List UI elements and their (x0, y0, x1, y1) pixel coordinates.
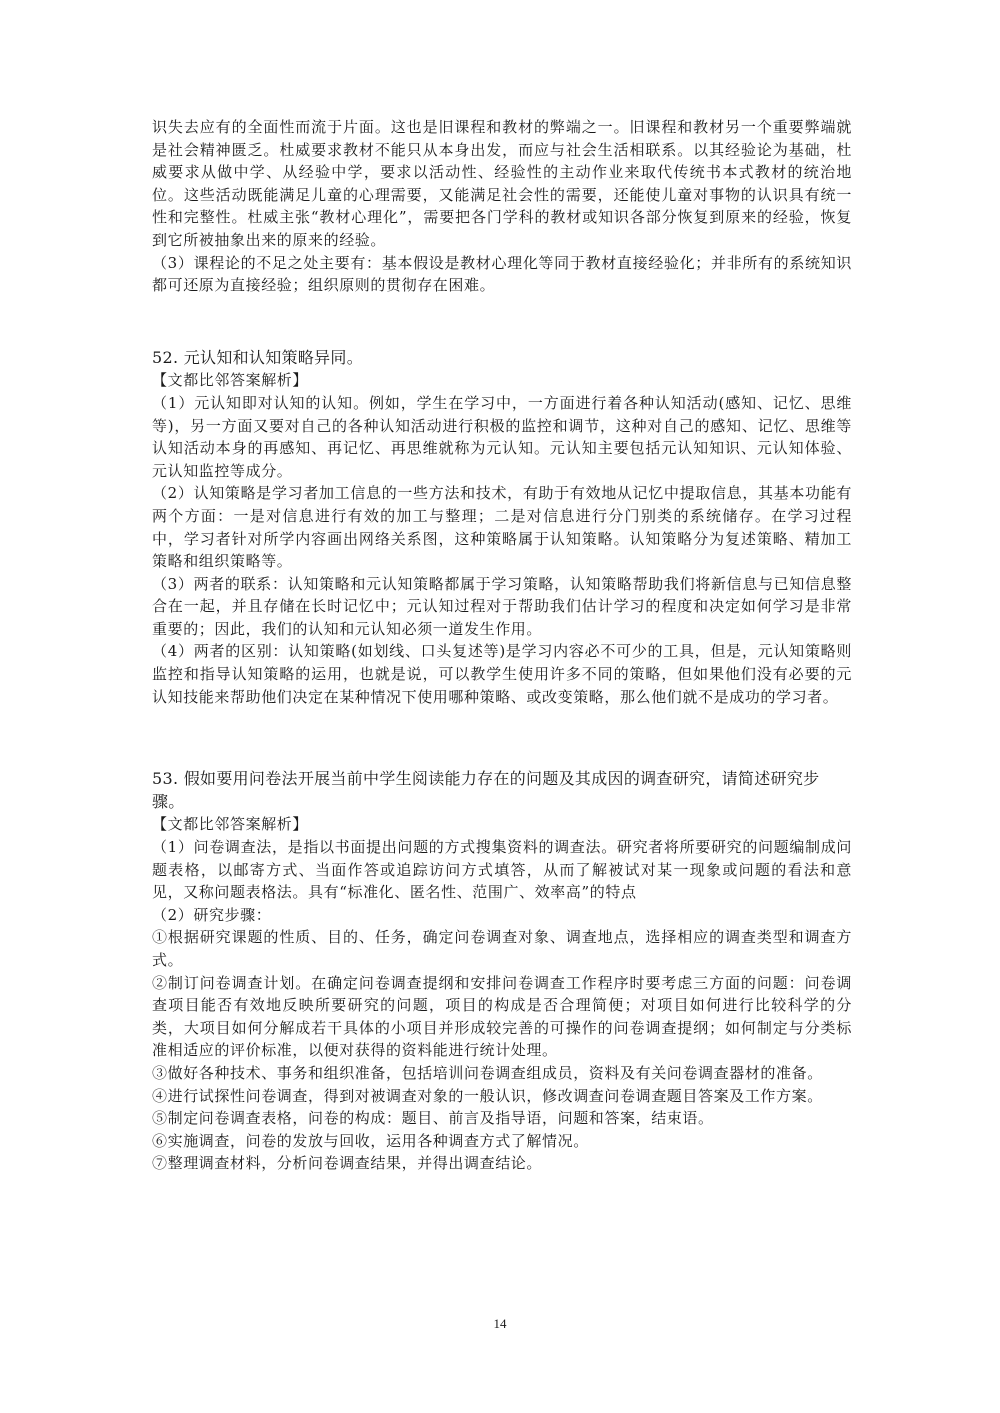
question-52-title: 52. 元认知和认知策略异同。 (152, 347, 364, 367)
question-53-paragraph-1: （1）问卷调查法，是指以书面提出问题的方式搜集资料的调查法。研究者将所要研究的问题编制成问题表格，以邮寄方式、当面作答或追踪访问方式填答，从而了解被试对某一现象或问题的看法和意见，又称问题表格法。具有“标准化、匿名性、范围广、效率高”的特点 (152, 838, 852, 902)
question-53-title: 53. 假如要用问卷法开展当前中学生阅读能力存在的问题及其成因的调查研究，请简述研究步骤。 (152, 769, 820, 811)
section-gap (152, 708, 852, 768)
question-52-paragraph-4: （4）两者的区别：认知策略(如划线、口头复述等)是学习内容必不可少的工具，但是，元认知策略则监控和指导认知策略的运用，也就是说，可以教学生使用许多不同的策略，但如果他们没有必要的元认知技能来帮助他们决定在某种情况下使用哪种策略、或改变策略，那么他们就不是成功的学习者。 (152, 642, 852, 706)
question-52-paragraph-2: （2）认知策略是学习者加工信息的一些方法和技术，有助于有效地从记忆中提取信息，其基本功能有两个方面：一是对信息进行有效的加工与整理；二是对信息进行分门别类的系统储存。在学习过程中，学习者针对所学内容画出网络关系图，这种策略属于认知策略。认知策略分为复述策略、精加工策略和组织策略等。 (152, 484, 852, 571)
question-53-step-7: ⑦整理调查材料，分析问卷调查结果，并得出调查结论。 (152, 1154, 543, 1173)
question-52-paragraph-1: （1）元认知即对认知的认知。例如，学生在学习中，一方面进行着各种认知活动(感知、记忆、思维等)，另一方面又要对自己的各种认知活动进行积极的监控和调节，这种对自己的感知、记忆、思维等认知活动本身的再感知、再记忆、再思维就称为元认知。元认知主要包括元认知知识、元认知体验、元认知监控等成分。 (152, 393, 852, 480)
question-52-answer-tag: 【文都比邻答案解析】 (152, 371, 309, 390)
intro-paragraph-1: 识失去应有的全面性而流于片面。这也是旧课程和教材的弊端之一。旧课程和教材另一个重要弊端就是社会精神匮乏。杜威要求教材不能只从本身出发，而应与社会生活相联系。以其经验论为基础，杜威要求从做中学、从经验中学，要求以活动性、经验性的主动作业来取代传统书本式教材的统治地位。这些活动既能满足儿童的心理需要，又能满足社会性的需要，还能使儿童对事物的认识具有统一性和完整性。杜威主张“教材心理化”，需要把各门学科的教材或知识各部分恢复到原来的经验，恢复到它所被抽象出来的原来的经验。 (152, 118, 852, 249)
page-content (152, 116, 852, 1175)
page-number: 14 (493, 1316, 507, 1331)
question-52-paragraph-3: （3）两者的联系：认知策略和元认知策略都属于学习策略，认知策略帮助我们将新信息与已知信息整合在一起，并且存储在长时记忆中；元认知过程对于帮助我们估计学习的程度和决定如何学习是非常重要的；因此，我们的认知和元认知必须一道发生作用。 (152, 574, 852, 638)
intro-paragraph-2: （3）课程论的不足之处主要有：基本假设是教材心理化等同于教材直接经验化；并非所有的系统知识都可还原为直接经验；组织原则的贯彻存在困难。 (152, 253, 852, 295)
question-53-answer-tag: 【文都比邻答案解析】 (152, 815, 309, 834)
question-53-step-3: ③做好各种技术、事务和组织准备，包括培训问卷调查组成员，资料及有关问卷调查器材的准备。 (152, 1063, 823, 1082)
question-53-paragraph-2: （2）研究步骤： (152, 905, 272, 924)
question-53-step-1: ①根据研究课题的性质、目的、任务，确定问卷调查对象、调查地点，选择相应的调查类型和调查方式。 (152, 928, 852, 969)
question-53-step-4: ④进行试探性问卷调查，得到对被调查对象的一般认识，修改调查问卷调查题目答案及工作方案。 (152, 1086, 823, 1105)
question-53-step-2: ②制订问卷调查计划。在确定问卷调查提纲和安排问卷调查工作程序时要考虑三方面的问题：问卷调查项目能否有效地反映所要研究的问题，项目的构成是否合理简便；对项目如何进行比较科学的分类，大项目如何分解成若干具体的小项目并形成较完善的可操作的问卷调查提纲；如何制定与分类标准相适应的评价标准，以便对获得的资料能进行统计处理。 (152, 973, 852, 1060)
section-gap (152, 297, 852, 347)
question-53-step-6: ⑥实施调查，问卷的发放与回收，运用各种调查方式了解情况。 (152, 1131, 589, 1150)
question-53-step-5: ⑤制定问卷调查表格，问卷的构成：题目、前言及指导语，问题和答案，结束语。 (152, 1109, 714, 1128)
